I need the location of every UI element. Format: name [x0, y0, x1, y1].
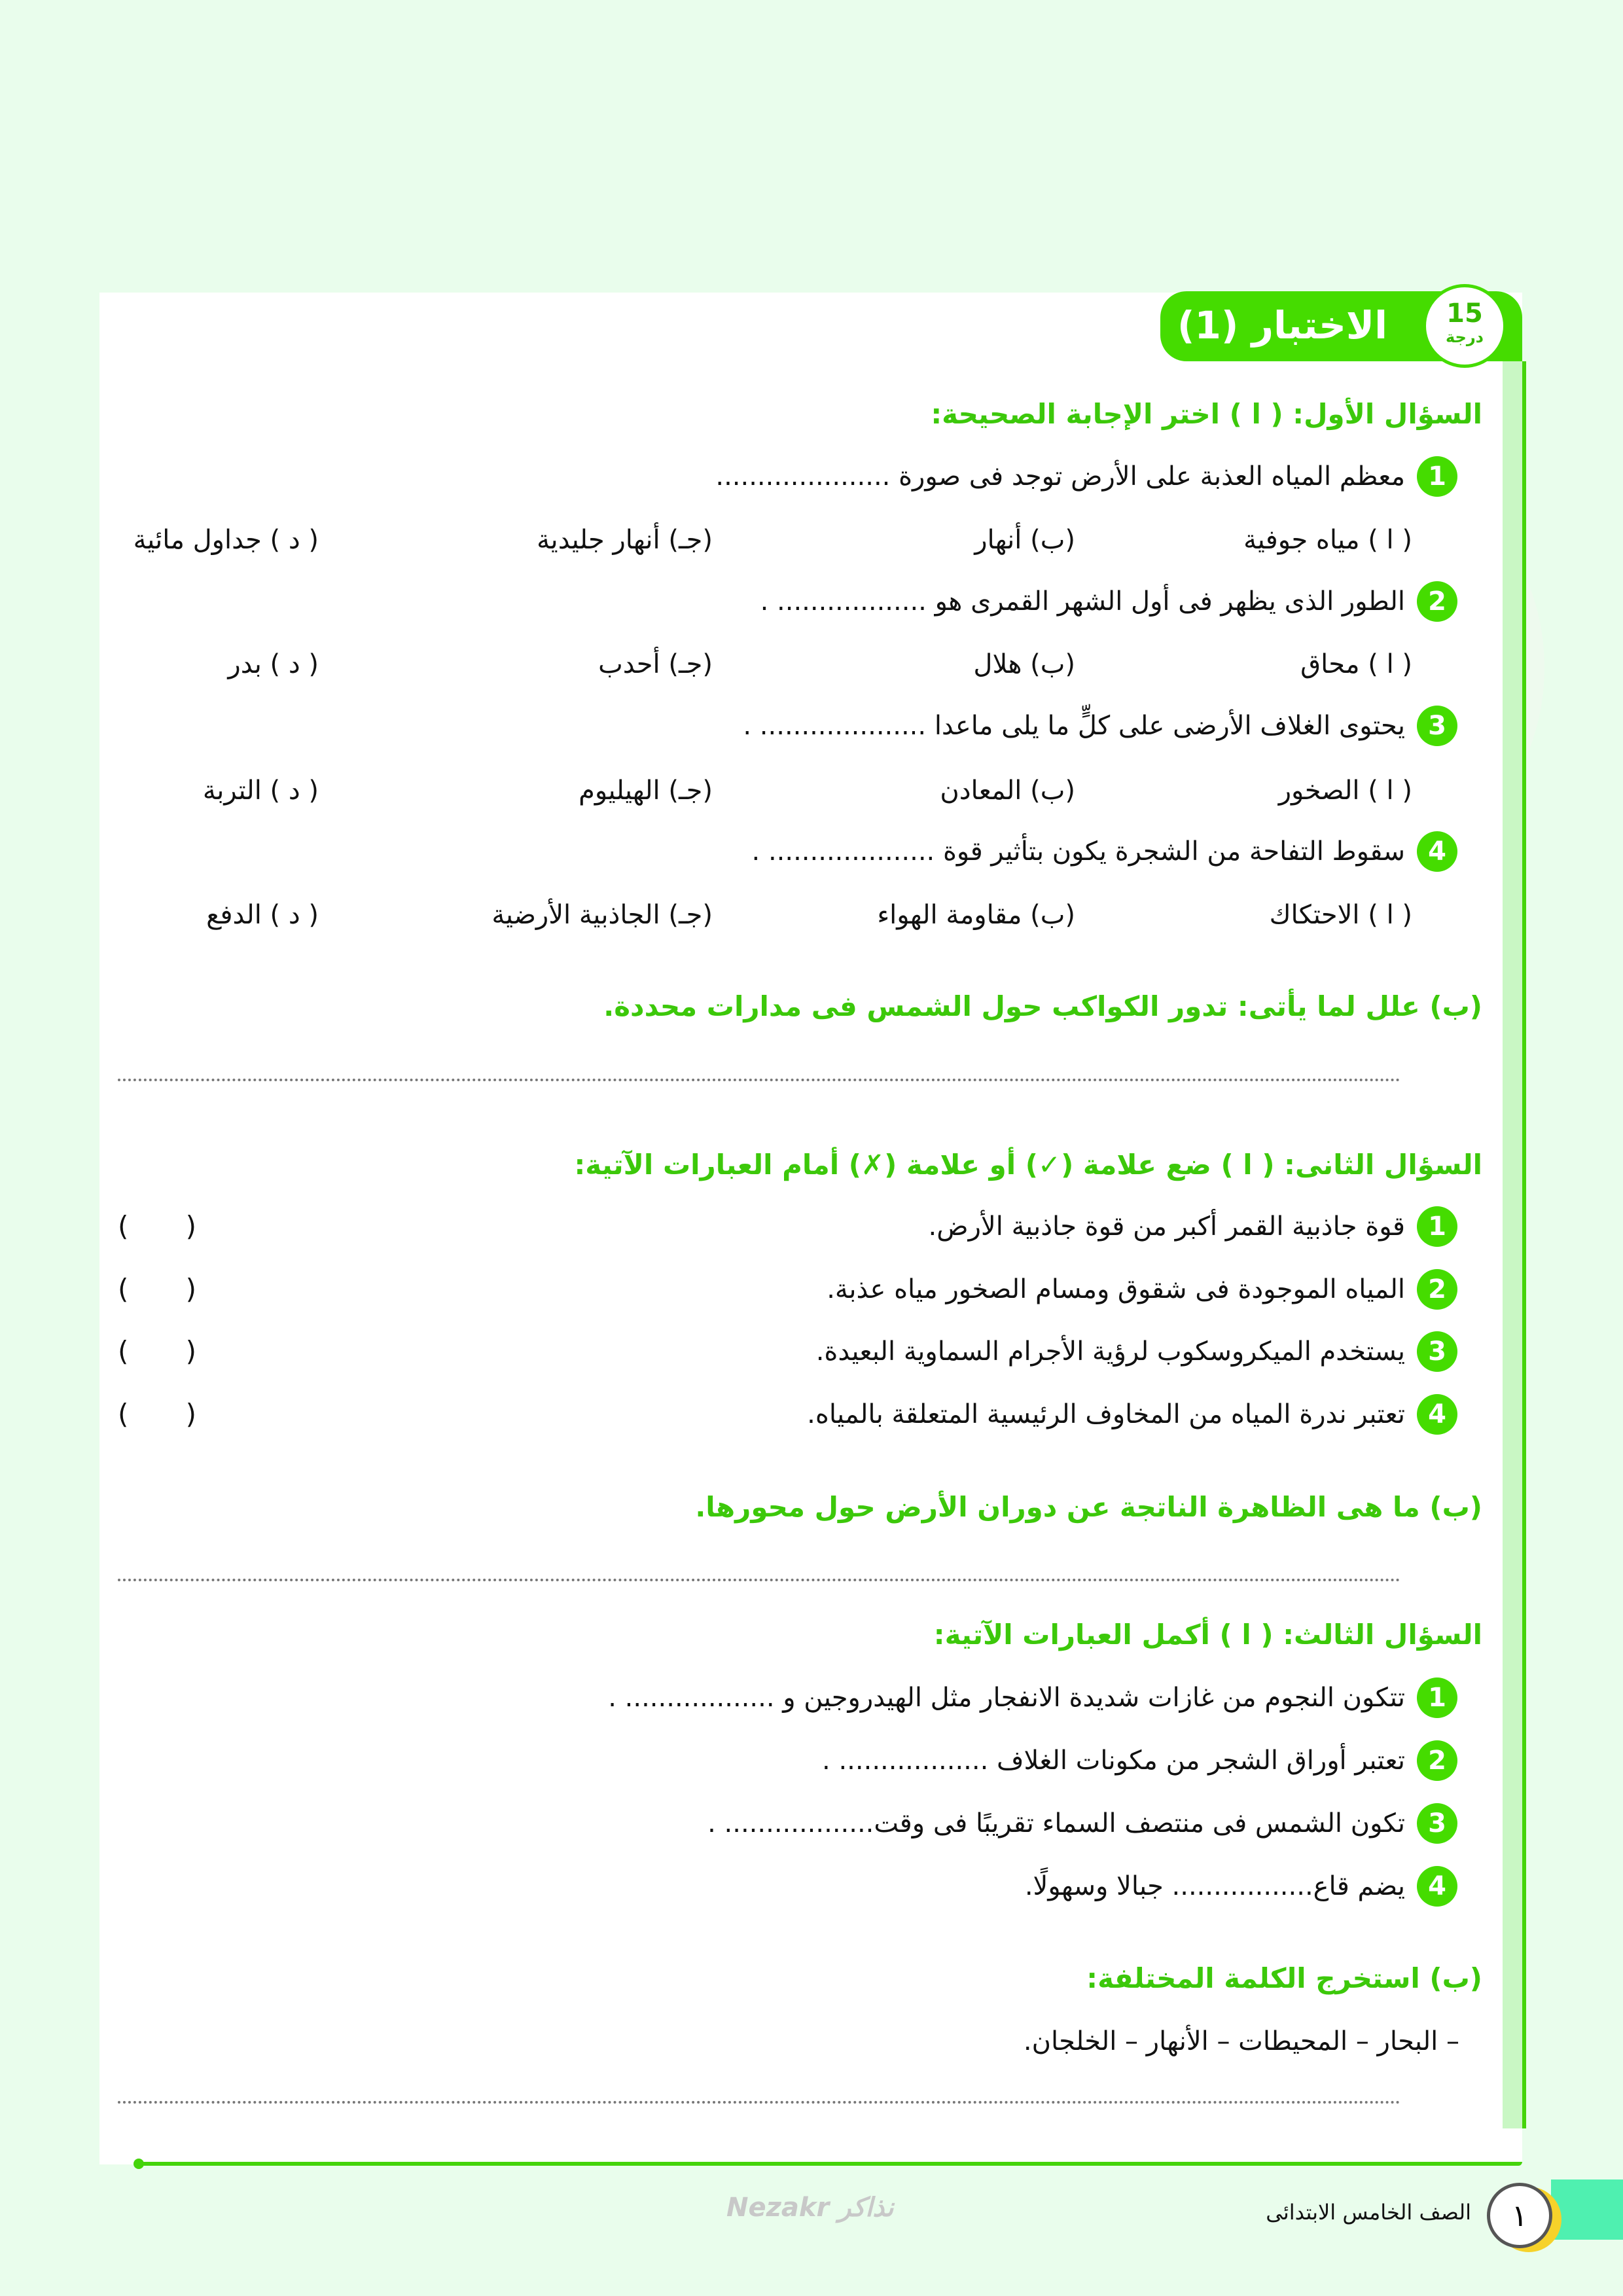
paren-close: ) [185, 1335, 196, 1367]
q1-item-4-option-b[interactable]: (ب) مقاومة الهواء [877, 900, 1075, 930]
q1-b-heading: (ب) علل لما يأتى: تدور الكواكب حول الشمس فى مدارات محددة. [603, 990, 1482, 1022]
q3-item-2-number: 2 [1417, 1740, 1457, 1781]
q1-item-2-text: الطور الذى يظهر فى أول الشهر القمرى هو .................. . [760, 586, 1405, 617]
q1-item-2-option-b[interactable]: (ب) هلال [973, 649, 1075, 679]
q1-item-3-option-b[interactable]: (ب) المعادن [940, 776, 1075, 806]
q1-item-2-option-d[interactable]: ( د ) بدر [228, 649, 319, 679]
q1-item-3-option-c[interactable]: (جـ) الهيليوم [579, 776, 713, 806]
q2-item-4-text: تعتبر ندرة المياه من المخاوف الرئيسية المتعلقة بالمياه. [807, 1399, 1405, 1429]
q2-item-1-text: قوة جاذبية القمر أكبر من قوة جاذبية الأرض. [928, 1211, 1405, 1242]
q1-item-4-option-d[interactable]: ( د ) الدفع [206, 900, 319, 930]
answer-parentheses[interactable] [118, 1395, 196, 1434]
grade-label: الصف الخامس الابتدائى [1266, 2200, 1471, 2225]
q3-item-1-number: 1 [1417, 1677, 1457, 1718]
paren-open: ( [118, 1273, 129, 1305]
q3-b-words: – البحار – المحيطات – الأنهار – الخلجان. [1023, 2026, 1459, 2056]
paren-close: ) [185, 1210, 196, 1242]
bottom-border [137, 2162, 1522, 2166]
bottom-dot [134, 2159, 144, 2169]
q1-item-4-option-c[interactable]: (جـ) الجاذبية الأرضية [491, 900, 713, 930]
q2-b-heading: (ب) ما هى الظاهرة الناتجة عن دوران الأرض حول محورها. [695, 1491, 1482, 1523]
q2-heading: السؤال الثانى: ( ا ) ضع علامة (✓) أو علامة (✗) أمام العبارات الآتية: [574, 1149, 1482, 1181]
q3-heading: السؤال الثالث: ( ا ) أكمل العبارات الآتية: [933, 1619, 1482, 1651]
q1-heading: السؤال الأول: ( ا ) اختر الإجابة الصحيحة: [931, 398, 1482, 430]
answer-parentheses[interactable] [118, 1207, 196, 1246]
publisher-logo: Nezakr نذاكر [726, 2193, 894, 2223]
q2-item-4-number: 4 [1417, 1394, 1457, 1435]
q2-item-3-number: 3 [1417, 1331, 1457, 1372]
q1-item-1-option-d[interactable]: ( د ) جداول مائية [133, 525, 319, 555]
q3-item-2-text: تعتبر أوراق الشجر من مكونات الغلاف .................. . [822, 1746, 1405, 1776]
q2-item-2-number: 2 [1417, 1269, 1457, 1310]
q3-item-3-number: 3 [1417, 1803, 1457, 1844]
q1-item-3-option-d[interactable]: ( د ) التربة [202, 776, 319, 806]
q2-item-3-text: يستخدم الميكروسكوب لرؤية الأجرام السماوية البعيدة. [815, 1336, 1405, 1367]
q1-item-3-text: يحتوى الغلاف الأرضى على كلٍّ ما يلى ماعدا .................... . [743, 711, 1405, 741]
q1-item-2-option-c[interactable]: (جـ) أحدب [598, 649, 713, 679]
q1-item-3-number: 3 [1417, 706, 1457, 746]
page-tab [1551, 2179, 1623, 2240]
score-value: 15 [1446, 298, 1483, 329]
answer-line[interactable] [118, 2101, 1400, 2104]
q3-item-4-text: يضم قاع................. جبالا وسهولًا. [1024, 1871, 1405, 1901]
q1-item-3-option-a[interactable]: ( ا ) الصخور [1278, 776, 1412, 806]
q1-item-1-option-b[interactable]: (ب) أنهار [974, 525, 1075, 555]
answer-line[interactable] [118, 1579, 1400, 1581]
score-badge [1423, 284, 1507, 368]
score-unit: درجة [1446, 328, 1484, 346]
q3-item-3-text: تكون الشمس فى منتصف السماء تقريبًا فى وقت.................. . [707, 1808, 1405, 1839]
paren-open: ( [118, 1398, 129, 1430]
q1-item-1-number: 1 [1417, 456, 1457, 497]
q2-item-1-number: 1 [1417, 1206, 1457, 1247]
q1-item-1-option-a[interactable]: ( ا ) مياه جوفية [1243, 525, 1412, 555]
page-number: ١ [1487, 2183, 1552, 2248]
answer-parentheses[interactable] [118, 1270, 196, 1309]
q3-item-4-number: 4 [1417, 1866, 1457, 1907]
q1-item-1-text: معظم المياه العذبة على الأرض توجد فى صورة ..................... [715, 461, 1405, 492]
answer-line[interactable] [118, 1079, 1400, 1081]
answer-parentheses[interactable] [118, 1332, 196, 1371]
q2-item-2-text: المياه الموجودة فى شقوق ومسام الصخور مياه عذبة. [827, 1274, 1405, 1304]
q1-item-4-number: 4 [1417, 831, 1457, 872]
q1-item-2-number: 2 [1417, 581, 1457, 622]
side-bar [1503, 361, 1526, 2128]
paren-close: ) [185, 1398, 196, 1430]
paren-open: ( [118, 1210, 129, 1242]
q3-b-heading: (ب) استخرج الكلمة المختلفة: [1086, 1962, 1482, 1994]
q1-item-4-text: سقوط التفاحة من الشجرة يكون بتأثير قوة .................... . [751, 836, 1405, 867]
paren-open: ( [118, 1335, 129, 1367]
paren-close: ) [185, 1273, 196, 1305]
exam-title: الاختبار (1) [1177, 303, 1387, 348]
q3-item-1-text: تتكون النجوم من غازات شديدة الانفجار مثل الهيدروجين و .................. . [608, 1683, 1405, 1713]
q1-item-1-option-c[interactable]: (جـ) أنهار جليدية [537, 525, 713, 555]
q1-item-2-option-a[interactable]: ( ا ) محاق [1300, 649, 1412, 679]
q1-item-4-option-a[interactable]: ( ا ) الاحتكاك [1269, 900, 1412, 930]
